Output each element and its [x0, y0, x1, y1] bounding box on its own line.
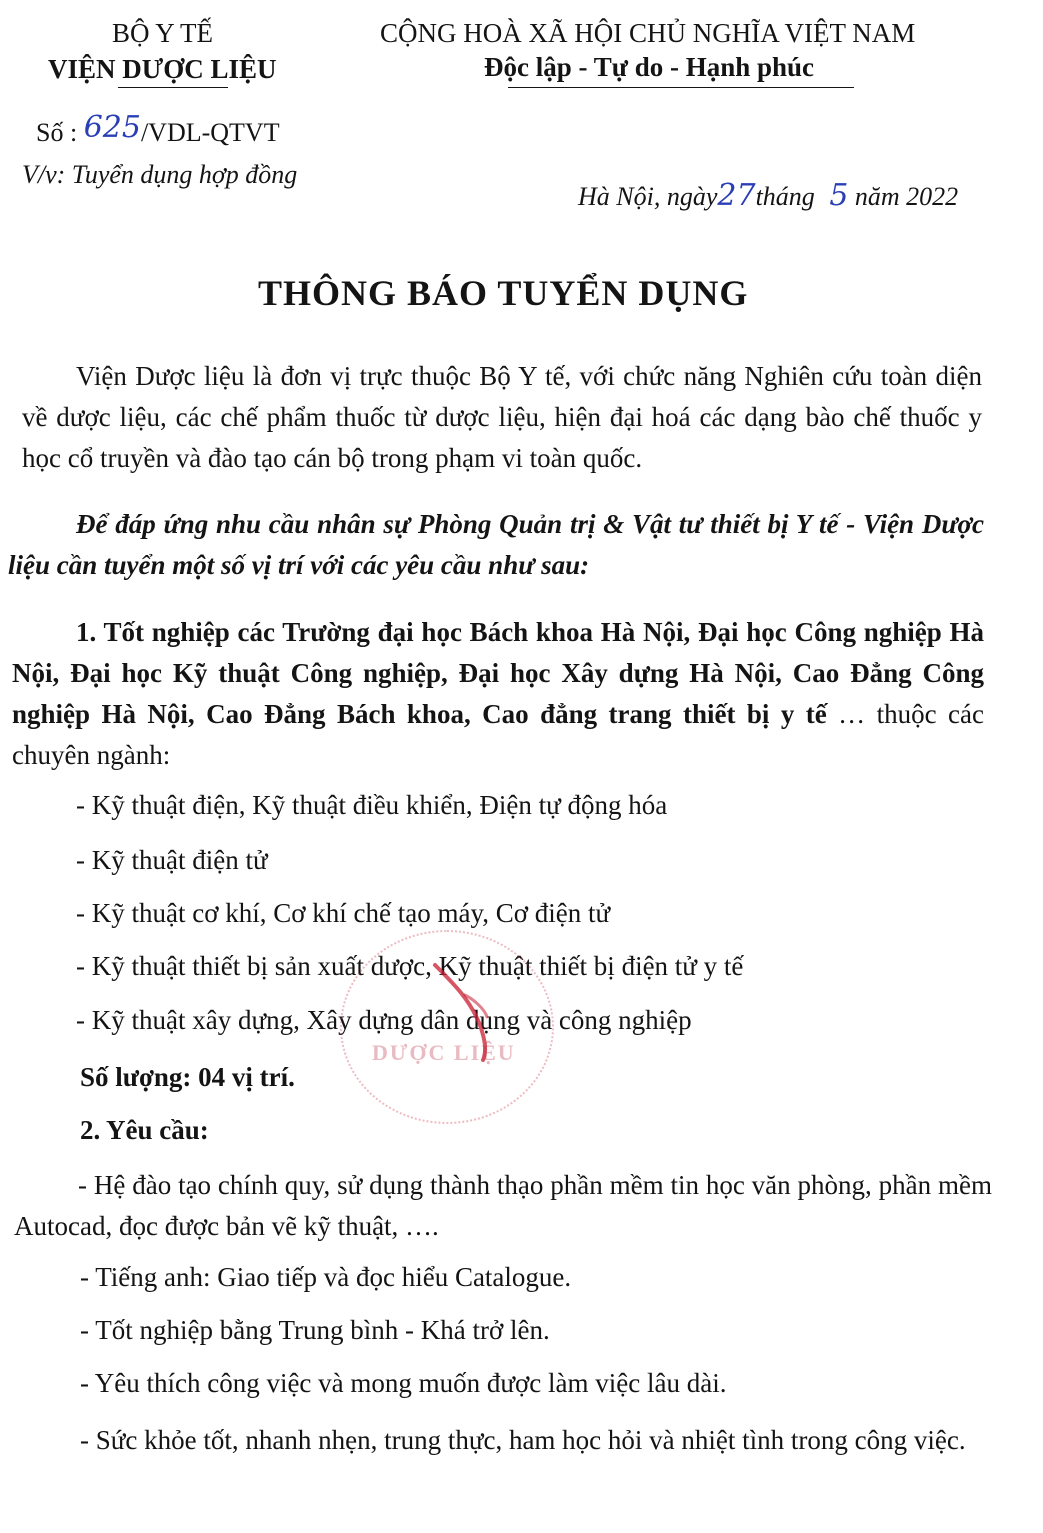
handwritten-number: 625	[83, 110, 141, 145]
institute-name: VIỆN DƯỢC LIỆU	[48, 54, 277, 84]
section1-schools: 1. Tốt nghiệp các Trường đại học Bách khoa Hà Nội, Đại học Công nghiệp Hà Nội, Đại học Kỹ thuật Công nghiệp, Đại học Xây dựng Hà Nội, Cao Đẳng Công nghiệp Hà Nội, Cao Đẳng Bách khoa, Cao đẳng trang thiết bị y tế	[12, 617, 984, 729]
intro-paragraph: Viện Dược liệu là đơn vị trực thuộc Bộ Y tế, với chức năng Nghiên cứu toàn diện về dược liệu, các chế phẩm thuốc từ dược liệu, hiện đại hoá các dạng bào chế thuốc y học cổ truyền và đào tạo cán bộ trong phạm vi toàn quốc.	[22, 361, 982, 473]
requirement-3: - Tốt nghiệp bằng Trung bình - Khá trở lên.	[80, 1315, 550, 1345]
date-year: năm 2022	[854, 182, 959, 211]
need-paragraph: Để đáp ứng nhu cầu nhân sự Phòng Quản trị & Vật tư thiết bị Y tế - Viện Dược liệu cần tuyển một số vị trí với các yêu cầu như sau:	[8, 509, 984, 580]
requirement-4: - Yêu thích công việc và mong muốn được làm việc lâu dài.	[80, 1368, 727, 1398]
motto-underline	[508, 87, 854, 88]
handwritten-day: 27	[717, 178, 756, 213]
date-prefix: Hà Nội, ngày	[578, 182, 718, 211]
national-motto: Độc lập - Tự do - Hạnh phúc	[484, 52, 815, 82]
requirement-1: - Hệ đào tạo chính quy, sử dụng thành thạo phần mềm tin học văn phòng, phần mềm Autocad, đọc được bản vẽ kỹ thuật, ….	[14, 1170, 992, 1241]
signature-mark	[425, 955, 515, 1065]
list-item: - Kỹ thuật xây dựng, Xây dựng dân dụng và công nghiệp	[76, 1005, 692, 1035]
requirement-2: - Tiếng anh: Giao tiếp và đọc hiểu Catalogue.	[80, 1262, 572, 1292]
list-item: - Kỹ thuật thiết bị sản xuất dược, Kỹ thuật thiết bị điện tử y tế	[76, 951, 744, 981]
date-month-label: tháng	[755, 182, 815, 211]
institute-underline	[118, 87, 228, 88]
handwritten-month: 5	[829, 178, 849, 213]
country-name: CỘNG HOÀ XÃ HỘI CHỦ NGHĨA VIỆT NAM	[380, 18, 916, 48]
list-item: - Kỹ thuật điện tử	[76, 845, 268, 875]
document-title: THÔNG BÁO TUYỂN DỤNG	[258, 273, 749, 313]
document-date	[578, 178, 958, 213]
section1-paragraph	[12, 612, 984, 776]
section2-heading: 2. Yêu cầu:	[80, 1115, 209, 1145]
list-item: - Kỹ thuật điện, Kỹ thuật điều khiển, Điện tự động hóa	[76, 790, 668, 820]
number-prefix: Số :	[36, 118, 78, 147]
list-item: - Kỹ thuật cơ khí, Cơ khí chế tạo máy, Cơ điện tử	[76, 898, 611, 928]
quantity-text: Số lượng: 04 vị trí.	[80, 1062, 295, 1092]
document-number	[36, 110, 280, 149]
section1-majors-intro: … thuộc các chuyên ngành:	[12, 699, 984, 770]
requirement-5: - Sức khỏe tốt, nhanh nhẹn, trung thực, ham học hỏi và nhiệt tình trong công việc.	[80, 1425, 966, 1455]
number-suffix: /VDL-QTVT	[140, 118, 280, 147]
ministry-name: BỘ Y TẾ	[112, 18, 213, 48]
subject-line: V/v: Tuyển dụng hợp đồng	[22, 160, 298, 189]
stamp-text: DƯỢC LIỆU	[372, 1040, 516, 1065]
